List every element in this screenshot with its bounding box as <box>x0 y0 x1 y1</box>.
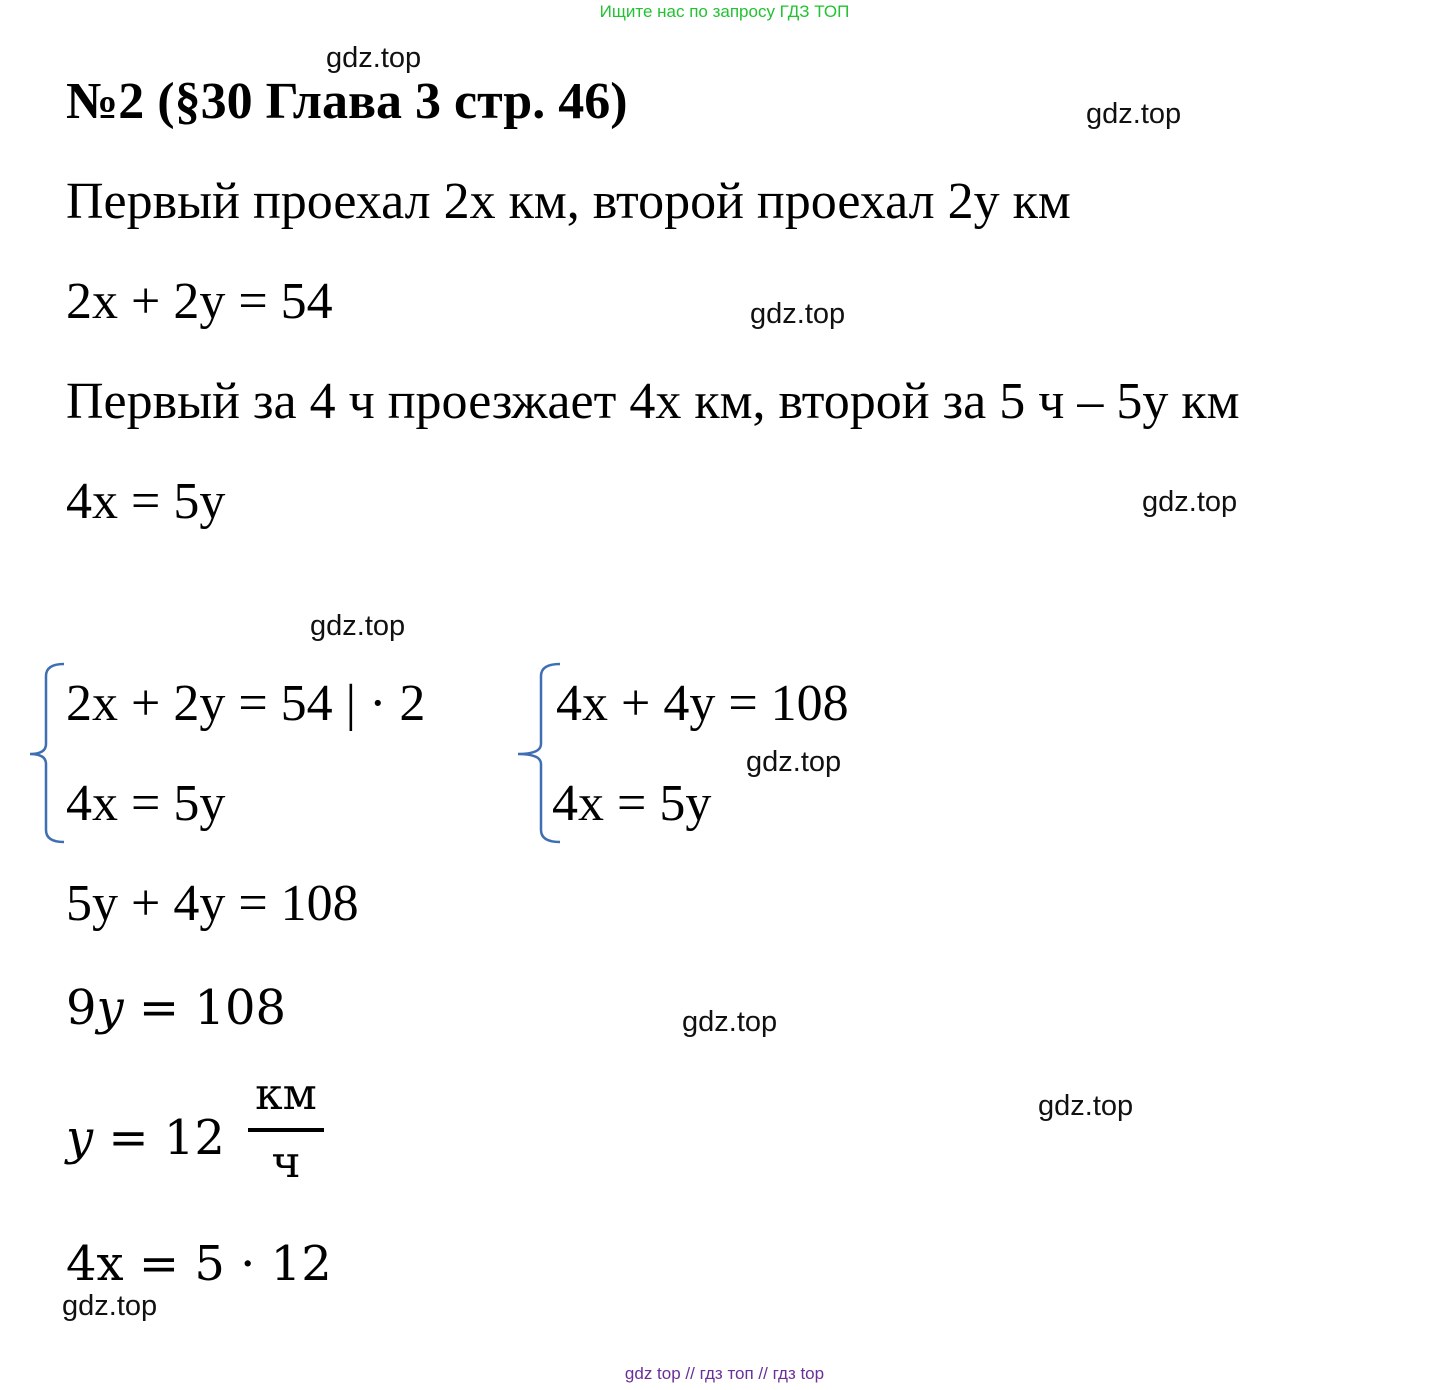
system1-equation-b: 4x = 5y <box>66 775 226 832</box>
top-banner: Ищите нас по запросу ГДЗ ТОП <box>599 2 850 21</box>
watermark: gdz.top <box>682 1006 778 1038</box>
watermark: gdz.top <box>1038 1090 1134 1122</box>
watermark: gdz.top <box>62 1290 158 1322</box>
system2-equation-b: 4x = 5y <box>552 775 712 832</box>
equation-5: y = 12 <box>66 1110 225 1166</box>
solution-line-2: Первый за 4 ч проезжает 4x км, второй за 5 ч – 5y км <box>66 373 1240 430</box>
system-brace-1 <box>24 660 68 846</box>
system1-equation-a: 2x + 2y = 54 | · 2 <box>66 675 426 732</box>
watermark: gdz.top <box>1142 486 1238 518</box>
watermark: gdz.top <box>1086 98 1182 130</box>
equation-2: 4x = 5y <box>66 473 226 530</box>
equation-6: 4x = 5 · 12 <box>66 1236 332 1292</box>
watermark: gdz.top <box>746 746 842 778</box>
watermark: gdz.top <box>326 42 422 74</box>
speed-unit-fraction <box>248 1070 324 1188</box>
unit-numerator: км <box>255 1069 317 1120</box>
equation-4: 9y = 108 <box>66 980 287 1036</box>
system2-equation-a: 4x + 4y = 108 <box>556 675 849 732</box>
equation-1: 2x + 2y = 54 <box>66 273 333 330</box>
equation-3: 5y + 4y = 108 <box>66 875 359 932</box>
task-title: №2 (§30 Глава 3 стр. 46) <box>66 73 628 130</box>
watermark: gdz.top <box>310 610 406 642</box>
fraction-bar <box>248 1128 324 1132</box>
unit-denominator: ч <box>271 1137 301 1188</box>
footer-links: gdz top // гдз топ // гдз top <box>624 1364 825 1383</box>
solution-line-1: Первый проехал 2x км, второй проехал 2y км <box>66 173 1071 230</box>
watermark: gdz.top <box>750 298 846 330</box>
